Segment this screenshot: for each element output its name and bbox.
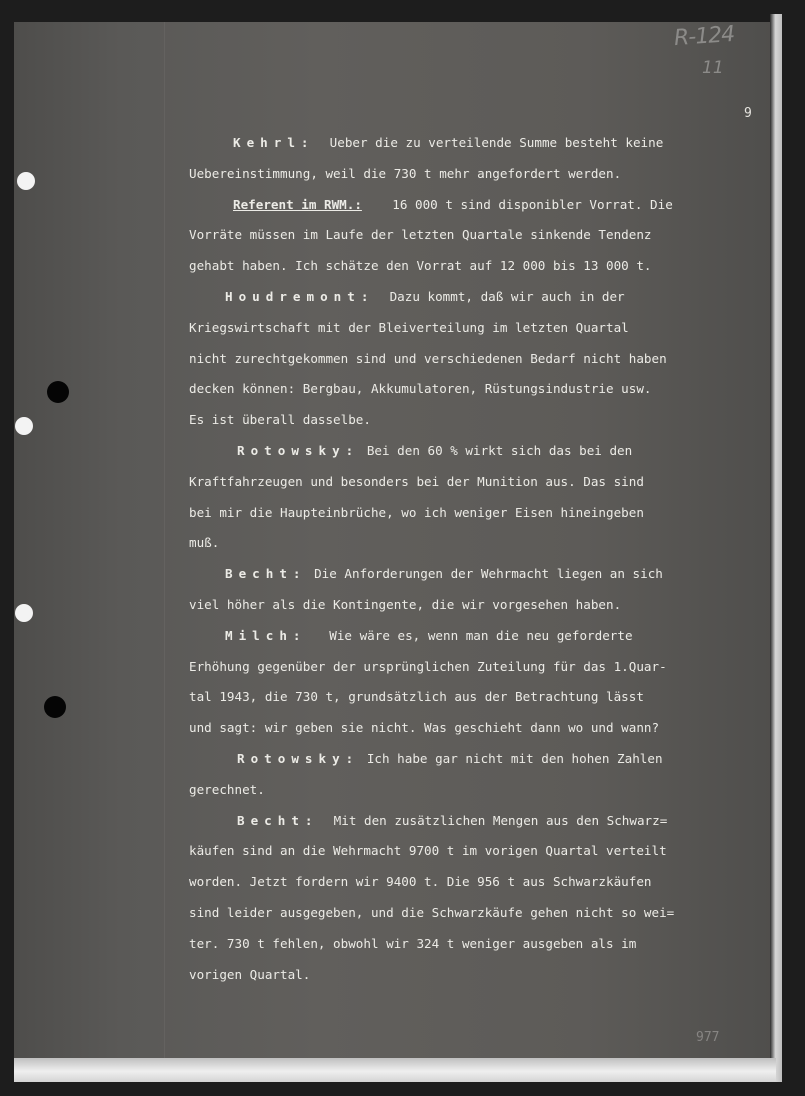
handwritten-annotation: R-124 bbox=[673, 21, 736, 52]
paragraph-first-line bbox=[189, 806, 761, 837]
speaker-name: Becht: bbox=[225, 566, 307, 582]
text-line: decken können: Bergbau, Akkumulatoren, Rüstungsindustrie usw. bbox=[189, 381, 652, 397]
text-line: worden. Jetzt fordern wir 9400 t. Die 956 t aus Schwarzkäufen bbox=[189, 874, 652, 890]
transcript-body bbox=[189, 128, 761, 990]
text-line: Kriegswirtschaft mit der Bleiverteilung im letzten Quartal bbox=[189, 319, 629, 335]
bottom-paper-strip bbox=[14, 1058, 776, 1082]
punch-hole bbox=[44, 696, 66, 718]
speaker-name: Kehrl: bbox=[233, 135, 315, 150]
paragraph-first-line bbox=[189, 282, 761, 313]
text-line: und sagt: wir geben sie nicht. Was geschieht dann wo und wann? bbox=[189, 720, 660, 736]
paragraph-first-line bbox=[189, 559, 761, 590]
speaker-name: Houdremont: bbox=[225, 288, 375, 304]
text-line: Vorräte müssen im Laufe der letzten Quartale sinkende Tendenz bbox=[189, 227, 652, 243]
text-line: Mit den zusätzlichen Mengen aus den Schwarz= bbox=[333, 812, 668, 828]
paragraph-first-line bbox=[189, 190, 761, 221]
text-line: 16 000 t sind disponibler Vorrat. Die bbox=[392, 196, 673, 212]
text-line: ter. 730 t fehlen, obwohl wir 324 t weniger ausgeben als im bbox=[189, 935, 637, 951]
speaker-name: Referent im RWM.: bbox=[233, 196, 362, 212]
paragraph-first-line bbox=[189, 436, 761, 467]
text-line: käufen sind an die Wehrmacht 9700 t im vorigen Quartal verteilt bbox=[189, 843, 667, 859]
stamped-number: 977 bbox=[696, 1030, 720, 1045]
text-line: Ueber die zu verteilende Summe besteht keine bbox=[329, 135, 664, 150]
punch-hole bbox=[15, 417, 33, 435]
speaker-name: Milch: bbox=[225, 627, 307, 643]
text-line: Bei den 60 % wirkt sich das bei den bbox=[366, 442, 633, 458]
text-line: sind leider ausgegeben, und die Schwarzkäufe gehen nicht so wei= bbox=[189, 904, 675, 920]
text-line: Kraftfahrzeugen und besonders bei der Munition aus. Das sind bbox=[189, 473, 644, 489]
text-line: gerechnet. bbox=[189, 781, 265, 797]
paragraph-first-line bbox=[189, 744, 761, 775]
text-line: muß. bbox=[189, 535, 220, 551]
page-edge bbox=[770, 14, 782, 1082]
text-line: Dazu kommt, daß wir auch in der bbox=[389, 288, 625, 304]
speaker-name: Rotowsky: bbox=[237, 750, 360, 766]
handwritten-annotation-sub: 11 bbox=[702, 58, 724, 78]
text-line: vorigen Quartal. bbox=[189, 966, 311, 982]
text-line: Erhöhung gegenüber der ursprünglichen Zuteilung für das 1.Quar- bbox=[189, 658, 667, 674]
speaker-name: Rotowsky: bbox=[237, 442, 360, 458]
text-line: bei mir die Haupteinbrüche, wo ich weniger Eisen hineingeben bbox=[189, 504, 644, 520]
paragraph-first-line bbox=[189, 128, 761, 159]
text-line: nicht zurechtgekommen sind und verschiedenen Bedarf nicht haben bbox=[189, 350, 667, 366]
punch-hole bbox=[15, 604, 33, 622]
punch-hole bbox=[47, 381, 69, 403]
text-line: Es ist überall dasselbe. bbox=[189, 412, 371, 428]
text-line: Ich habe gar nicht mit den hohen Zahlen bbox=[366, 750, 663, 766]
punch-hole bbox=[17, 172, 35, 190]
text-line: viel höher als die Kontingente, die wir vorgesehen haben. bbox=[189, 596, 622, 612]
speaker-name: Becht: bbox=[237, 812, 319, 828]
text-line: Uebereinstimmung, weil die 730 t mehr angefordert werden. bbox=[189, 165, 622, 181]
page-number: 9 bbox=[744, 106, 752, 121]
text-line: Wie wäre es, wenn man die neu geforderte bbox=[329, 627, 633, 643]
text-line: tal 1943, die 730 t, grundsätzlich aus der Betrachtung lässt bbox=[189, 689, 644, 705]
text-line: gehabt haben. Ich schätze den Vorrat auf 12 000 bis 13 000 t. bbox=[189, 258, 652, 274]
text-line: Die Anforderungen der Wehrmacht liegen an sich bbox=[314, 566, 663, 582]
paragraph-first-line bbox=[189, 621, 761, 652]
